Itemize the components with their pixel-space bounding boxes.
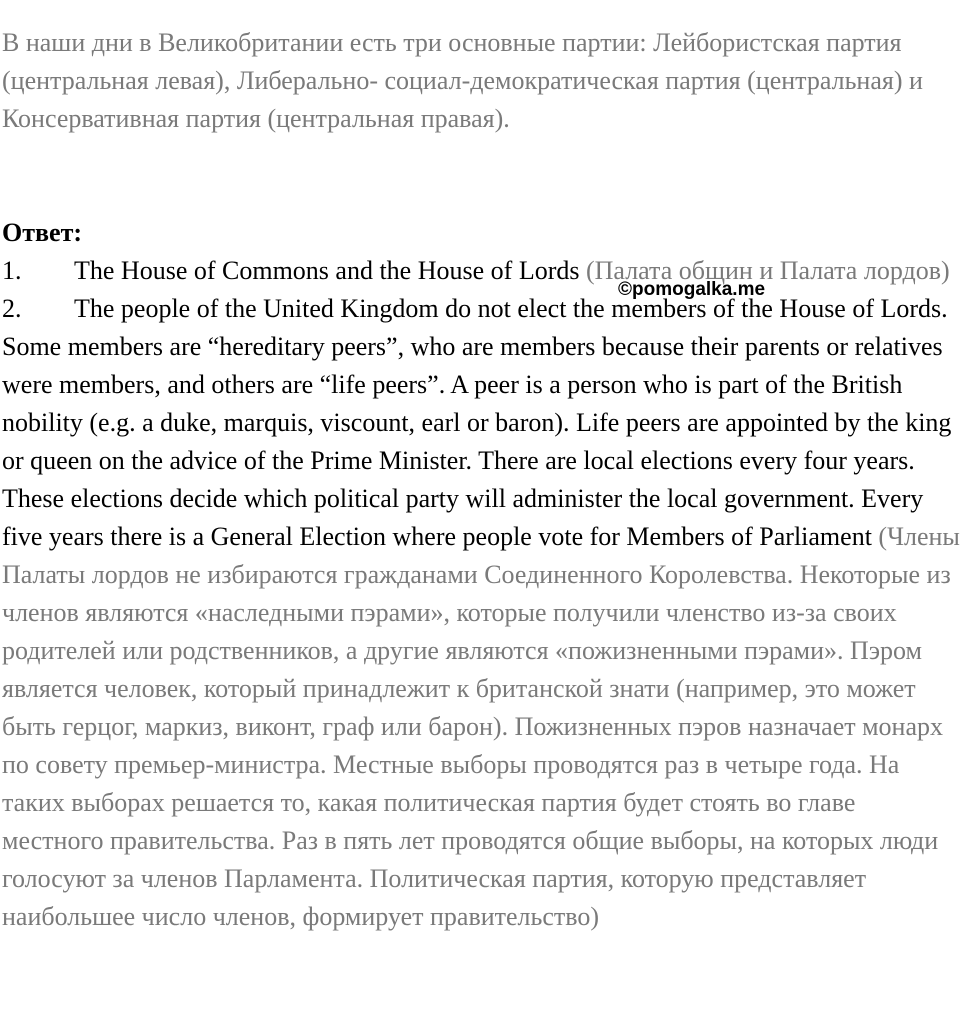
intro-paragraph: В наши дни в Великобритании есть три основные партии: Лейбористская партия (центральная левая), Либерально- социал-демократическая партия (центральная) и Консервативная партия (центральная правая). xyxy=(2,28,923,133)
answer-item-2-english: The people of the United Kingdom do not elect the members of the House of Lords. Some members are “hereditary peers”, who are members because their parents or relatives were members, and others are “life peers”. A peer is a person who is part of the British nobility (e.g. a duke, marquis, viscount, earl or baron). Life peers are appointed by the king or queen on the advice of the Prime Minister. There are local elections every four years. These elections decide which political party will administer the local government. Every five years there is a General Election where people vote for Members of Parliament xyxy=(2,294,952,551)
answer-item-1 xyxy=(2,252,960,290)
answer-label: Ответ: xyxy=(2,218,83,247)
answer-item-2-russian: (Члены Палаты лордов не избираются гражданами Соединенного Королевства. Некоторые из членов являются «наследными пэрами», которые получили членство из-за своих родителей или родственников, а другие являются «пожизненными пэрами». Пэром является человек, который принадлежит к британской знати (например, это может быть герцог, маркиз, виконт, граф или барон). Пожизненных пэров назначает монарх по совету премьер-министра. Местные выборы проводятся раз в четыре года. На таких выборах решается то, какая политическая партия будет стоять во главе местного правительства. Раз в пять лет проводятся общие выборы, на которых люди голосуют за членов Парламента. Политическая партия, которую представляет наибольшее число членов, формирует правительство) xyxy=(2,522,960,931)
document-page xyxy=(2,24,960,936)
answer-item-1-russian: (Палата общин и Палата лордов) xyxy=(579,256,950,285)
watermark: ©pomogalka.me xyxy=(618,279,766,300)
answer-item-2-number: 2. xyxy=(2,294,22,323)
answer-item-2 xyxy=(2,290,960,936)
answer-item-1-number: 1. xyxy=(2,256,22,285)
answer-item-1-english: The House of Commons and the House of Lords xyxy=(74,256,580,285)
